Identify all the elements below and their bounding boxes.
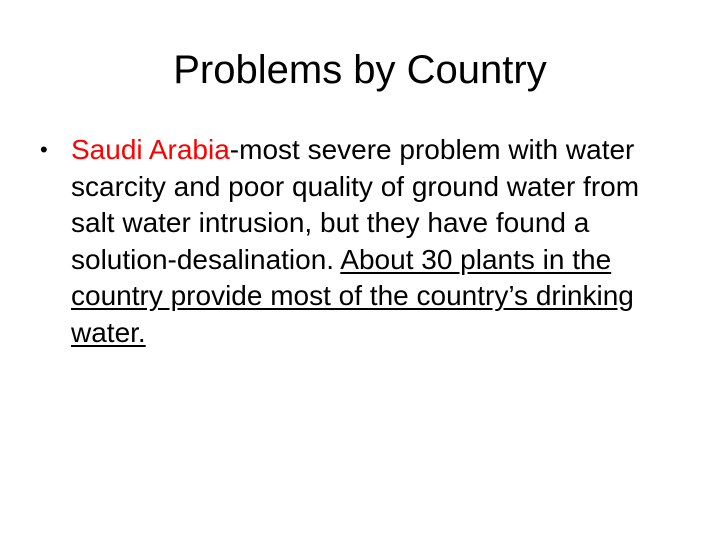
bullet-item [40, 132, 670, 351]
slide-title: Problems by Country [173, 48, 547, 92]
highlighted-country: Saudi Arabia [71, 134, 230, 165]
bullet-point-icon: • [40, 137, 48, 162]
bullet-text: -most severe problem with water scarcity and poor quality of ground water from salt water intrusion, but they have found a solution-desalination. [71, 134, 640, 275]
bullet-list [40, 132, 670, 351]
underlined-text: About 30 plants in the country provide most of the country’s drinking water. [71, 243, 634, 348]
